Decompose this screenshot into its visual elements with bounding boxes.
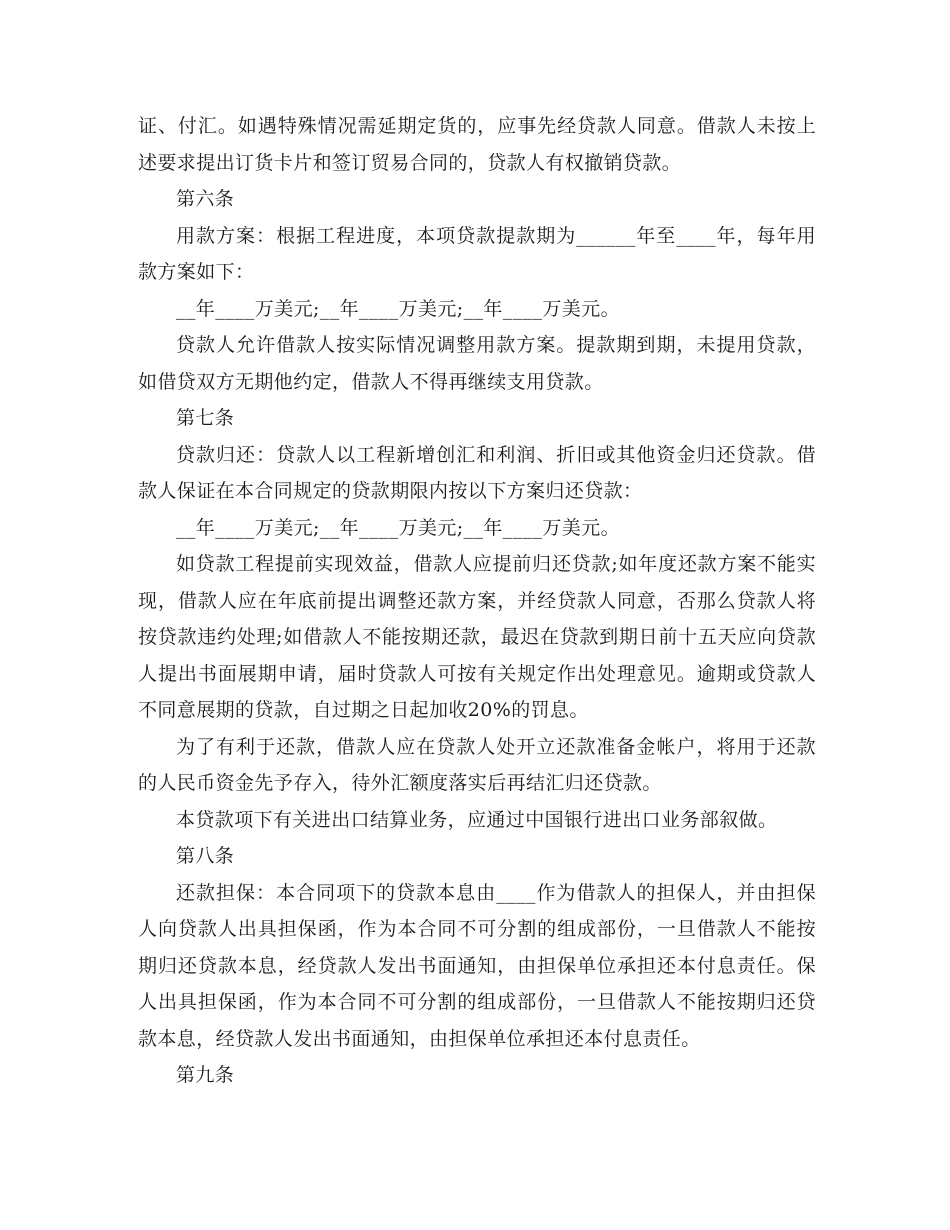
article-8-heading: 第八条 [176,845,235,867]
paragraph-guarantee: 还款担保：本合同项下的贷款本息由____作为借款人的担保人，并由担保人向贷款人出具担保函，作为本合同不可分割的组成部份，一旦借款人不能按期归还贷款本息，经贷款人发出书面通知，由担保单位承担还本付息责任。保人出具担保函，作为本合同不可分割的组成部份，一旦借款人不能按期归还贷款本息，经贷款人发出书面通知，由担保单位承担还本付息责任。 [138,881,816,1050]
article-6-heading: 第六条 [176,188,235,210]
paragraph-repayment: 贷款归还：贷款人以工程新增创汇和利润、折旧或其他资金归还贷款。借款人保证在本合同规定的贷款期限内按以下方案归还贷款： [138,443,816,502]
paragraph-plan-adjustment: 贷款人允许借款人按实际情况调整用款方案。提款期到期，未提用贷款，如借贷双方无期他约定，借款人不得再继续支用贷款。 [138,334,816,393]
paragraph-reserve-account: 为了有利于还款，借款人应在贷款人处开立还款准备金帐户，将用于还款的人民币资金先予存入，待外汇额度落实后再结汇归还贷款。 [138,735,816,794]
article-7-heading: 第七条 [176,407,235,429]
article-9-heading: 第九条 [176,1064,235,1086]
paragraph-settlement: 本贷款项下有关进出口结算业务，应通过中国银行进出口业务部叙做。 [176,808,778,831]
paragraph-drawdown-plan: 用款方案：根据工程进度，本项贷款提款期为______年至____年，每年用款方案如下： [138,224,816,283]
paragraph-early-repayment: 如贷款工程提前实现效益，借款人应提前归还贷款;如年度还款方案不能实现，借款人应在年底前提出调整还款方案，并经贷款人同意，否那么贷款人将按贷款违约处理;如借款人不能按期还款，最迟在贷款到期日前十五天应向贷款人提出书面展期申请，届时贷款人可按有关规定作出处理意见。逾期或贷款人不同意展期的贷款，自过期之日起加收20%的罚息。 [138,553,816,721]
document-body [138,108,816,1094]
paragraph-drawdown-schedule: __年____万美元;__年____万美元;__年____万美元。 [176,297,621,320]
paragraph-repayment-schedule: __年____万美元;__年____万美元;__年____万美元。 [176,516,621,539]
paragraph-continuation: 证、付汇。如遇特殊情况需延期定货的，应事先经贷款人同意。借款人未按上述要求提出订货卡片和签订贸易合同的，贷款人有权撤销贷款。 [138,115,816,174]
